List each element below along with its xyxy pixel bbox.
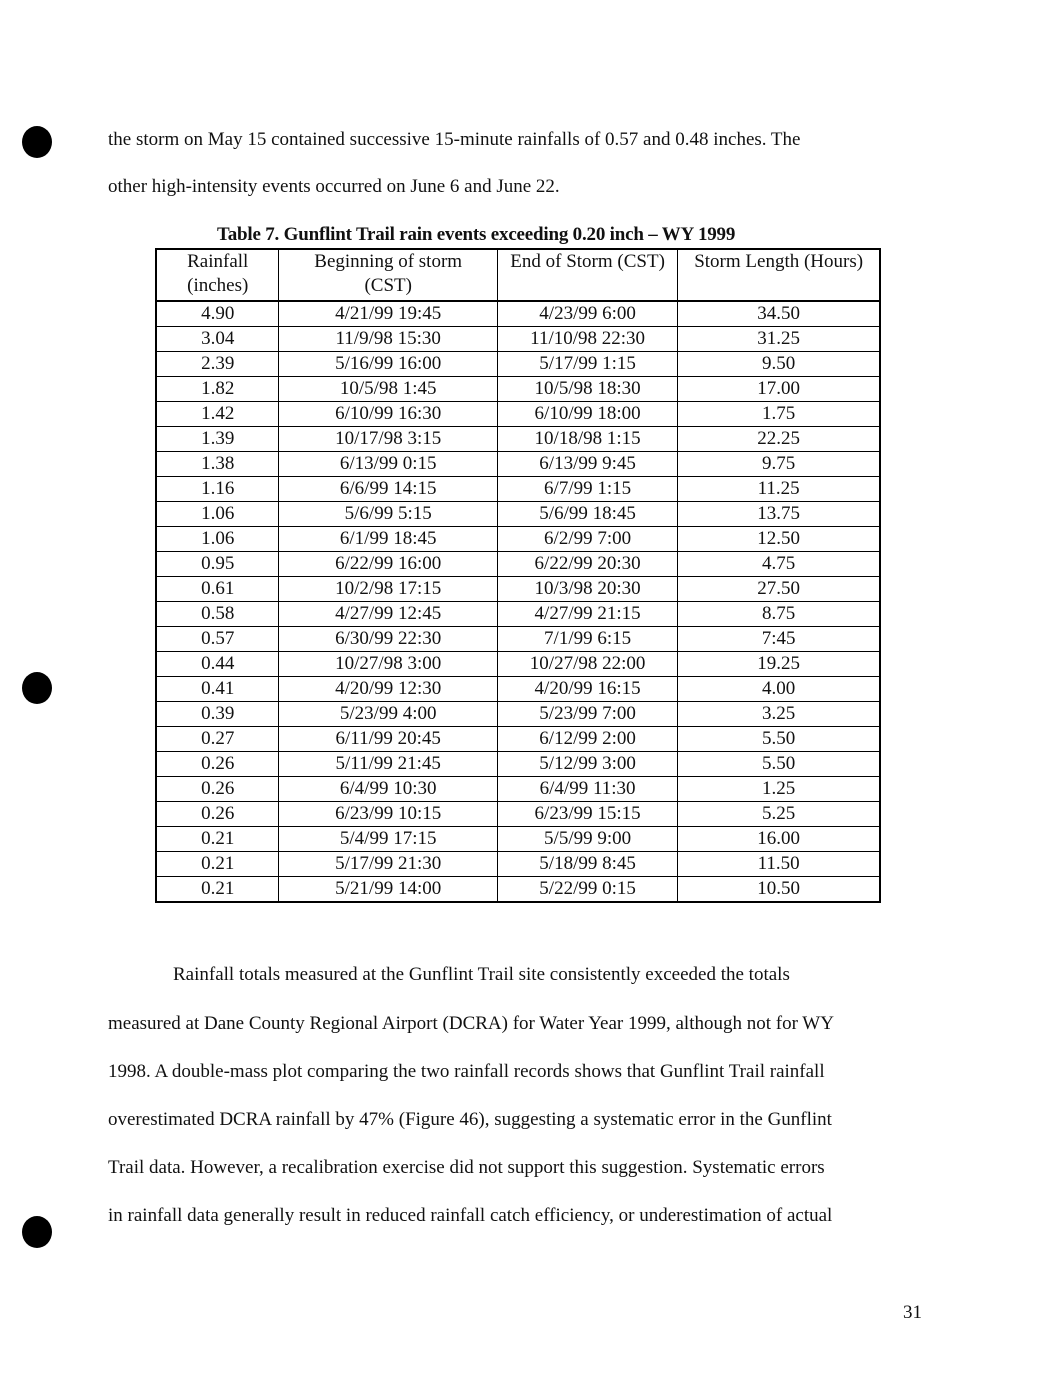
body-text-line: measured at Dane County Regional Airport (DCRA) for Water Year 1999, although not for WY [108,1013,834,1034]
rainfall-cell: 1.82 [156,377,279,402]
rainfall-cell: 0.95 [156,552,279,577]
table-row [156,702,880,727]
length-cell: 34.50 [678,301,880,327]
table-row [156,301,880,327]
table-row [156,852,880,877]
rainfall-cell: 0.26 [156,752,279,777]
table-row [156,402,880,427]
body-text-line: 1998. A double-mass plot comparing the two rainfall records shows that Gunflint Trail rainfall [108,1061,825,1082]
table-row [156,477,880,502]
begin-cell: 10/17/98 3:15 [279,427,497,452]
rainfall-cell: 0.41 [156,677,279,702]
end-cell: 5/18/99 8:45 [497,852,677,877]
rainfall-cell: 1.38 [156,452,279,477]
begin-cell: 6/10/99 16:30 [279,402,497,427]
end-cell: 10/18/98 1:15 [497,427,677,452]
rainfall-cell: 0.58 [156,602,279,627]
length-cell: 11.25 [678,477,880,502]
begin-cell: 6/30/99 22:30 [279,627,497,652]
begin-cell: 6/4/99 10:30 [279,777,497,802]
rainfall-cell: 0.61 [156,577,279,602]
begin-cell: 6/6/99 14:15 [279,477,497,502]
begin-cell: 6/23/99 10:15 [279,802,497,827]
length-cell: 17.00 [678,377,880,402]
length-cell: 7:45 [678,627,880,652]
table-row [156,502,880,527]
punch-hole [22,672,52,704]
rainfall-cell: 0.39 [156,702,279,727]
begin-cell: 5/11/99 21:45 [279,752,497,777]
body-text-line: overestimated DCRA rainfall by 47% (Figure 46), suggesting a systematic error in the Gunflint [108,1109,832,1130]
table-row [156,577,880,602]
end-cell: 11/10/98 22:30 [497,327,677,352]
table-row [156,352,880,377]
end-cell: 5/6/99 18:45 [497,502,677,527]
end-cell: 7/1/99 6:15 [497,627,677,652]
begin-cell: 10/27/98 3:00 [279,652,497,677]
length-cell: 3.25 [678,702,880,727]
table-row [156,552,880,577]
end-cell: 10/5/98 18:30 [497,377,677,402]
table-header-row [156,249,880,301]
length-cell: 5.25 [678,802,880,827]
rainfall-cell: 0.21 [156,877,279,903]
begin-cell: 6/11/99 20:45 [279,727,497,752]
end-cell: 5/12/99 3:00 [497,752,677,777]
end-cell: 6/13/99 9:45 [497,452,677,477]
begin-cell: 6/13/99 0:15 [279,452,497,477]
rainfall-cell: 0.21 [156,827,279,852]
punch-hole [22,126,52,158]
begin-cell: 5/23/99 4:00 [279,702,497,727]
punch-hole [22,1216,52,1248]
column-header: End of Storm (CST) [497,249,677,301]
length-cell: 9.50 [678,352,880,377]
end-cell: 6/23/99 15:15 [497,802,677,827]
length-cell: 12.50 [678,527,880,552]
body-text-line: in rainfall data generally result in reduced rainfall catch efficiency, or underestimation of actual [108,1205,833,1226]
body-text-line: Trail data. However, a recalibration exercise did not support this suggestion. Systematic errors [108,1157,825,1178]
end-cell: 6/10/99 18:00 [497,402,677,427]
length-cell: 11.50 [678,852,880,877]
begin-cell: 4/27/99 12:45 [279,602,497,627]
length-cell: 5.50 [678,727,880,752]
rainfall-cell: 0.44 [156,652,279,677]
end-cell: 6/2/99 7:00 [497,527,677,552]
end-cell: 6/22/99 20:30 [497,552,677,577]
table-row [156,652,880,677]
begin-cell: 5/6/99 5:15 [279,502,497,527]
begin-cell: 5/17/99 21:30 [279,852,497,877]
end-cell: 6/12/99 2:00 [497,727,677,752]
table-row [156,677,880,702]
column-header: Beginning of storm (CST) [279,249,497,301]
end-cell: 4/27/99 21:15 [497,602,677,627]
length-cell: 22.25 [678,427,880,452]
length-cell: 19.25 [678,652,880,677]
table-row [156,777,880,802]
rainfall-cell: 0.26 [156,802,279,827]
begin-cell: 5/21/99 14:00 [279,877,497,903]
end-cell: 4/23/99 6:00 [497,301,677,327]
column-header: Storm Length (Hours) [678,249,880,301]
table-body [156,301,880,902]
rainfall-cell: 4.90 [156,301,279,327]
rainfall-cell: 2.39 [156,352,279,377]
body-text-line: other high-intensity events occurred on June 6 and June 22. [108,176,560,197]
end-cell: 5/23/99 7:00 [497,702,677,727]
table-row [156,452,880,477]
column-header: Rainfall (inches) [156,249,279,301]
length-cell: 27.50 [678,577,880,602]
length-cell: 13.75 [678,502,880,527]
length-cell: 16.00 [678,827,880,852]
end-cell: 5/5/99 9:00 [497,827,677,852]
length-cell: 9.75 [678,452,880,477]
end-cell: 6/7/99 1:15 [497,477,677,502]
table-row [156,602,880,627]
length-cell: 31.25 [678,327,880,352]
rainfall-cell: 0.27 [156,727,279,752]
length-cell: 8.75 [678,602,880,627]
begin-cell: 5/16/99 16:00 [279,352,497,377]
length-cell: 5.50 [678,752,880,777]
end-cell: 5/17/99 1:15 [497,352,677,377]
length-cell: 10.50 [678,877,880,903]
rainfall-cell: 3.04 [156,327,279,352]
length-cell: 1.25 [678,777,880,802]
table-row [156,752,880,777]
rainfall-cell: 0.21 [156,852,279,877]
begin-cell: 10/2/98 17:15 [279,577,497,602]
end-cell: 4/20/99 16:15 [497,677,677,702]
begin-cell: 5/4/99 17:15 [279,827,497,852]
table-row [156,327,880,352]
rainfall-cell: 1.06 [156,527,279,552]
table-row [156,627,880,652]
rainfall-cell: 1.06 [156,502,279,527]
table-row [156,827,880,852]
end-cell: 6/4/99 11:30 [497,777,677,802]
length-cell: 4.75 [678,552,880,577]
table-row [156,427,880,452]
begin-cell: 6/22/99 16:00 [279,552,497,577]
body-text-line: Rainfall totals measured at the Gunflint Trail site consistently exceeded the totals [173,964,790,985]
end-cell: 10/27/98 22:00 [497,652,677,677]
rain-events-table [155,248,881,903]
begin-cell: 6/1/99 18:45 [279,527,497,552]
length-cell: 4.00 [678,677,880,702]
table-row [156,527,880,552]
table-row [156,802,880,827]
table-row [156,877,880,903]
table-row [156,727,880,752]
end-cell: 5/22/99 0:15 [497,877,677,903]
begin-cell: 4/20/99 12:30 [279,677,497,702]
table-row [156,377,880,402]
begin-cell: 11/9/98 15:30 [279,327,497,352]
table-title: Table 7. Gunflint Trail rain events exceeding 0.20 inch – WY 1999 [217,224,736,245]
body-text-line: the storm on May 15 contained successive 15-minute rainfalls of 0.57 and 0.48 inches. The [108,129,801,150]
begin-cell: 10/5/98 1:45 [279,377,497,402]
end-cell: 10/3/98 20:30 [497,577,677,602]
begin-cell: 4/21/99 19:45 [279,301,497,327]
length-cell: 1.75 [678,402,880,427]
rainfall-cell: 0.57 [156,627,279,652]
rainfall-cell: 1.42 [156,402,279,427]
rainfall-cell: 1.39 [156,427,279,452]
page-number: 31 [903,1302,922,1323]
rainfall-cell: 1.16 [156,477,279,502]
rainfall-cell: 0.26 [156,777,279,802]
